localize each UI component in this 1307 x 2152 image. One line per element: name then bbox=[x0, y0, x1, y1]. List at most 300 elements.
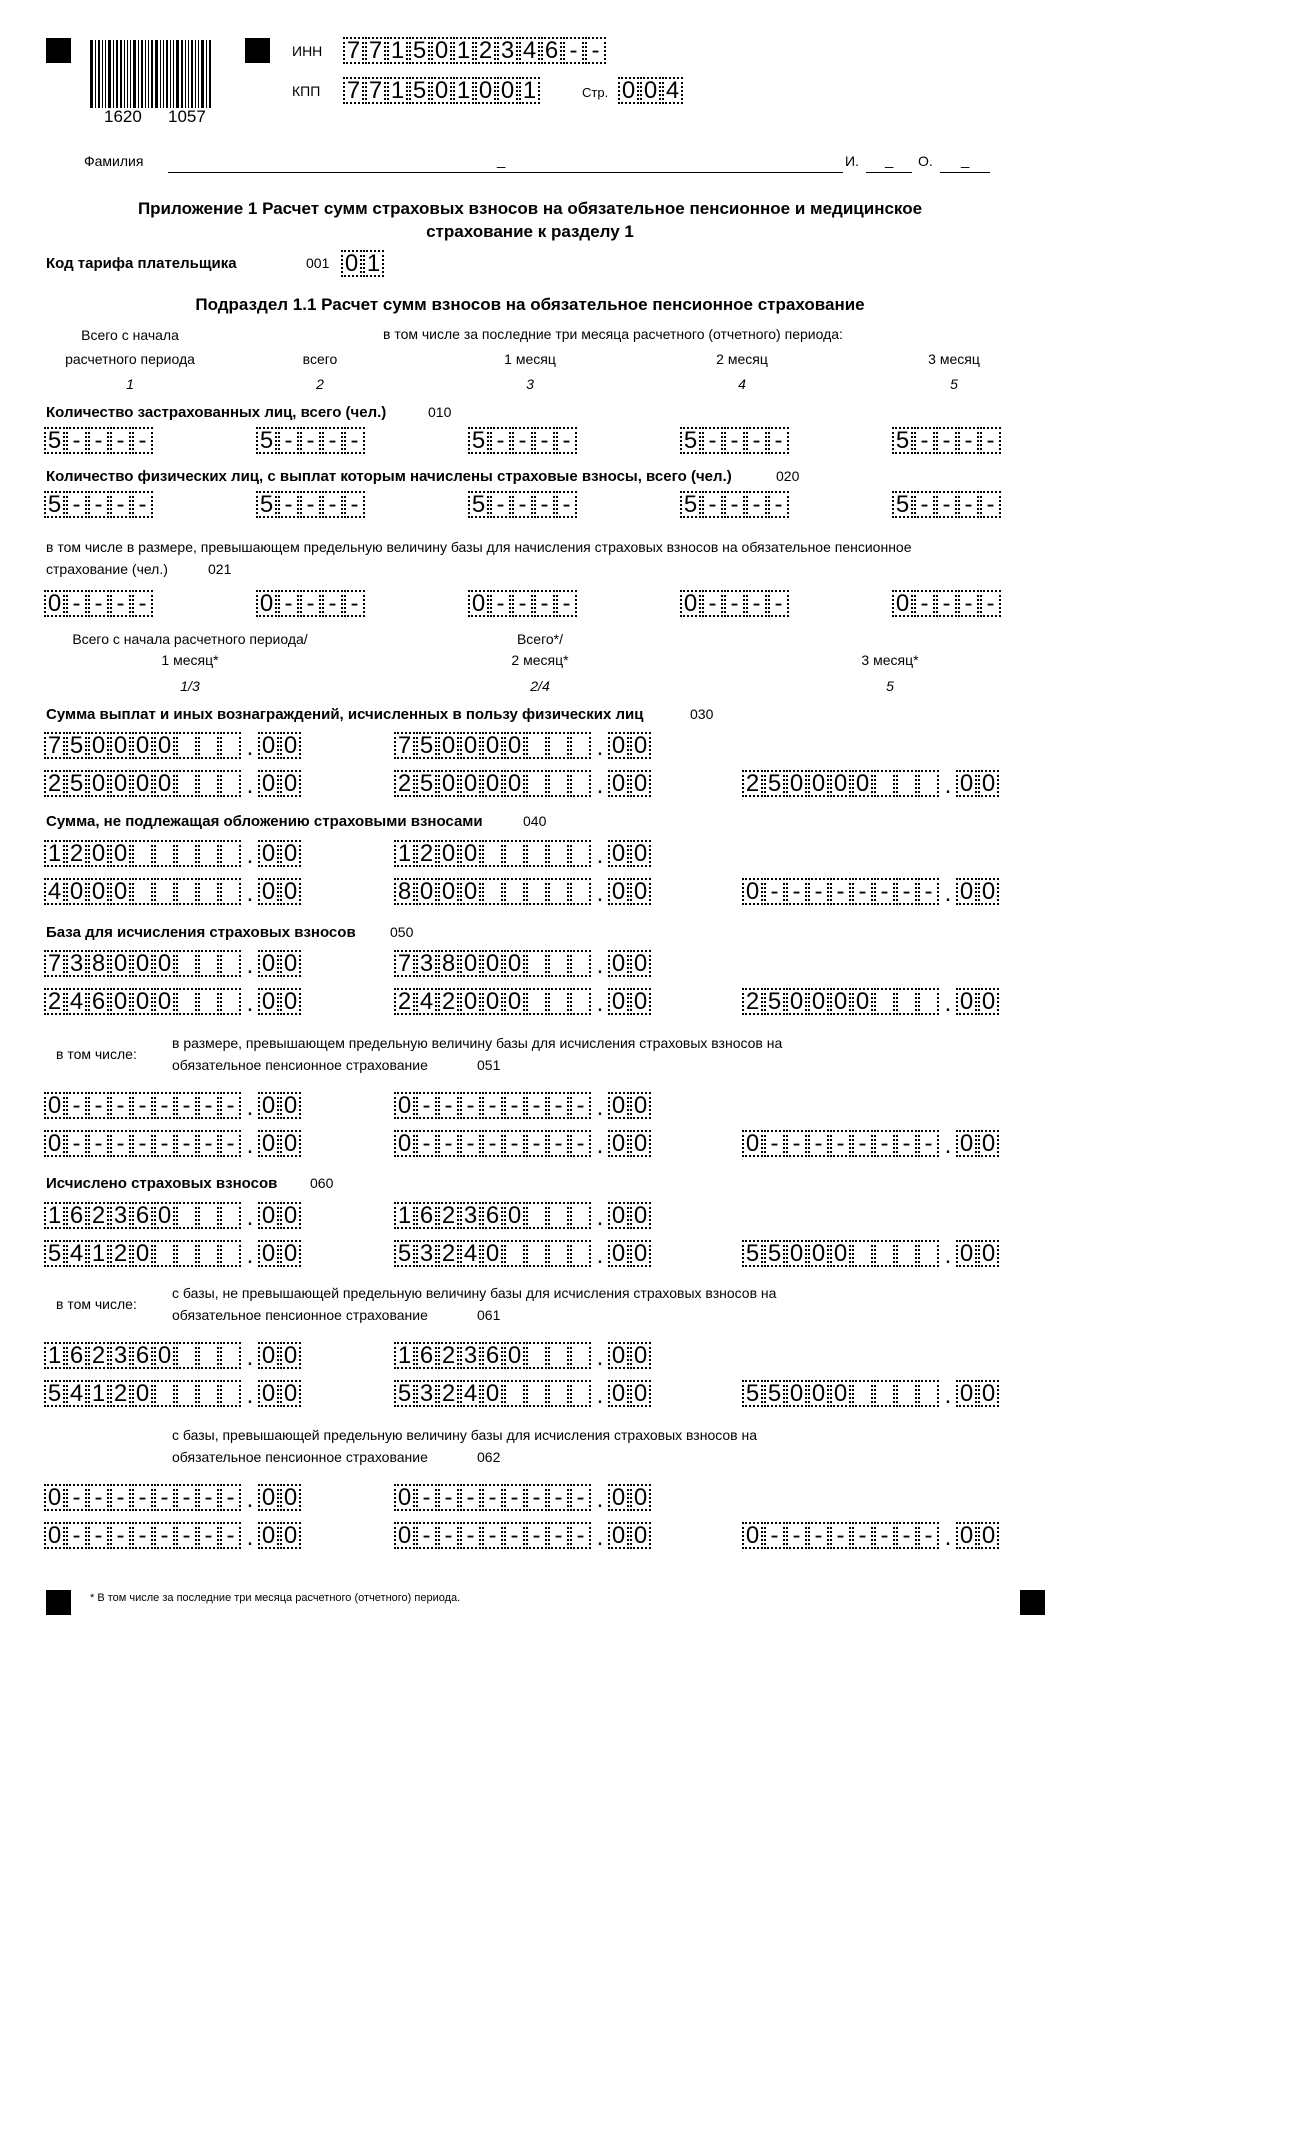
amount-int-cell[interactable] bbox=[548, 878, 569, 905]
char-cell[interactable]: - bbox=[322, 427, 343, 454]
line010-col1[interactable] bbox=[44, 423, 154, 454]
amount-int-cell[interactable]: - bbox=[66, 1130, 87, 1157]
amount-int-cell[interactable]: 2 bbox=[110, 1240, 131, 1267]
amount-int-cell[interactable] bbox=[526, 732, 547, 759]
amount-dec-cell[interactable]: 0 bbox=[978, 1240, 999, 1267]
amount-int-cell[interactable]: - bbox=[482, 1130, 503, 1157]
line010-col5[interactable] bbox=[892, 423, 1002, 454]
amount-int-cell[interactable]: 3 bbox=[416, 1240, 437, 1267]
amount-int-cell[interactable]: - bbox=[504, 1092, 525, 1119]
amount-int-cell[interactable] bbox=[220, 1202, 241, 1229]
char-cell[interactable]: 5 bbox=[892, 427, 913, 454]
amount-int-cell[interactable] bbox=[570, 840, 591, 867]
amount-int-cell[interactable] bbox=[220, 878, 241, 905]
amount-int-cell[interactable]: - bbox=[504, 1484, 525, 1511]
amount-dec-cell[interactable]: 0 bbox=[608, 1342, 629, 1369]
amount-int-cell[interactable] bbox=[526, 770, 547, 797]
amount-int-cell[interactable]: - bbox=[460, 1484, 481, 1511]
amount-int-cell[interactable] bbox=[852, 1380, 873, 1407]
char-cell[interactable]: 5 bbox=[256, 427, 277, 454]
amount-int-cell[interactable] bbox=[548, 950, 569, 977]
char-cell[interactable]: 5 bbox=[892, 491, 913, 518]
amount-int-cell[interactable]: 0 bbox=[88, 770, 109, 797]
amount-int-cell[interactable]: 0 bbox=[88, 878, 109, 905]
amount-int-cell[interactable]: 5 bbox=[44, 1380, 65, 1407]
char-cell[interactable]: - bbox=[88, 427, 109, 454]
amount-int-cell[interactable] bbox=[918, 988, 939, 1015]
amount-int-cell[interactable]: 0 bbox=[438, 770, 459, 797]
amount-int-cell[interactable] bbox=[570, 950, 591, 977]
amount-int-cell[interactable]: 2 bbox=[88, 1342, 109, 1369]
char-cell[interactable]: 2 bbox=[475, 37, 496, 64]
amount-int-cell[interactable]: - bbox=[852, 1130, 873, 1157]
amount-dec-cell[interactable]: 0 bbox=[258, 1202, 279, 1229]
char-cell[interactable]: 0 bbox=[44, 590, 65, 617]
amount-int-cell[interactable] bbox=[176, 1342, 197, 1369]
line061-r2c2[interactable] bbox=[394, 1376, 652, 1410]
line021-col1[interactable] bbox=[44, 586, 154, 617]
amount-int-cell[interactable]: - bbox=[132, 1484, 153, 1511]
amount-int-cell[interactable]: 0 bbox=[482, 988, 503, 1015]
amount-int-cell[interactable] bbox=[176, 732, 197, 759]
tariff-field[interactable] bbox=[341, 246, 385, 277]
amount-int-cell[interactable] bbox=[548, 840, 569, 867]
amount-dec-cell[interactable]: 0 bbox=[630, 1522, 651, 1549]
amount-dec-cell[interactable]: 0 bbox=[280, 950, 301, 977]
amount-int-cell[interactable]: 0 bbox=[110, 770, 131, 797]
char-cell[interactable]: - bbox=[110, 590, 131, 617]
amount-int-cell[interactable]: - bbox=[852, 878, 873, 905]
amount-int-cell[interactable]: - bbox=[482, 1522, 503, 1549]
amount-int-cell[interactable] bbox=[176, 770, 197, 797]
amount-int-cell[interactable] bbox=[198, 840, 219, 867]
amount-int-cell[interactable]: 4 bbox=[66, 1240, 87, 1267]
amount-int-cell[interactable]: - bbox=[88, 1092, 109, 1119]
amount-int-cell[interactable]: - bbox=[416, 1484, 437, 1511]
amount-int-cell[interactable]: 0 bbox=[88, 840, 109, 867]
amount-dec-cell[interactable]: 0 bbox=[258, 950, 279, 977]
amount-int-cell[interactable]: 0 bbox=[852, 988, 873, 1015]
amount-int-cell[interactable]: 0 bbox=[460, 988, 481, 1015]
amount-dec-cell[interactable]: 0 bbox=[630, 770, 651, 797]
amount-dec-cell[interactable]: 0 bbox=[630, 1130, 651, 1157]
char-cell[interactable]: 0 bbox=[475, 77, 496, 104]
amount-int-cell[interactable]: 0 bbox=[460, 770, 481, 797]
amount-int-cell[interactable]: 0 bbox=[154, 988, 175, 1015]
amount-int-cell[interactable] bbox=[198, 732, 219, 759]
amount-dec-cell[interactable]: 0 bbox=[630, 950, 651, 977]
amount-int-cell[interactable] bbox=[198, 988, 219, 1015]
line051-r2c1[interactable] bbox=[44, 1126, 302, 1160]
amount-int-cell[interactable]: 3 bbox=[66, 950, 87, 977]
amount-int-cell[interactable]: 1 bbox=[88, 1380, 109, 1407]
amount-int-cell[interactable]: - bbox=[198, 1092, 219, 1119]
char-cell[interactable]: - bbox=[512, 427, 533, 454]
amount-dec-cell[interactable]: 0 bbox=[956, 1380, 977, 1407]
amount-int-cell[interactable] bbox=[198, 950, 219, 977]
amount-int-cell[interactable] bbox=[526, 1380, 547, 1407]
char-cell[interactable]: - bbox=[914, 491, 935, 518]
amount-int-cell[interactable]: - bbox=[132, 1092, 153, 1119]
amount-int-cell[interactable]: - bbox=[830, 1130, 851, 1157]
amount-int-cell[interactable]: - bbox=[764, 878, 785, 905]
char-cell[interactable]: - bbox=[980, 427, 1001, 454]
amount-int-cell[interactable]: 1 bbox=[394, 840, 415, 867]
amount-dec-cell[interactable]: 0 bbox=[258, 1380, 279, 1407]
amount-int-cell[interactable] bbox=[154, 1240, 175, 1267]
amount-int-cell[interactable]: - bbox=[786, 1130, 807, 1157]
kpp-field[interactable] bbox=[343, 73, 541, 104]
char-cell[interactable]: 1 bbox=[453, 37, 474, 64]
amount-dec-cell[interactable]: 0 bbox=[280, 1380, 301, 1407]
amount-dec-cell[interactable]: 0 bbox=[978, 770, 999, 797]
amount-int-cell[interactable]: 0 bbox=[808, 770, 829, 797]
amount-int-cell[interactable]: 2 bbox=[44, 988, 65, 1015]
line020-col1[interactable] bbox=[44, 487, 154, 518]
amount-int-cell[interactable]: 1 bbox=[44, 1202, 65, 1229]
amount-int-cell[interactable]: 0 bbox=[110, 840, 131, 867]
amount-int-cell[interactable]: - bbox=[132, 1522, 153, 1549]
char-cell[interactable]: - bbox=[322, 590, 343, 617]
char-cell[interactable]: 5 bbox=[44, 427, 65, 454]
amount-int-cell[interactable] bbox=[176, 988, 197, 1015]
amount-int-cell[interactable]: 1 bbox=[44, 840, 65, 867]
char-cell[interactable]: - bbox=[768, 491, 789, 518]
amount-int-cell[interactable] bbox=[198, 1342, 219, 1369]
char-cell[interactable]: 5 bbox=[680, 427, 701, 454]
amount-dec-cell[interactable]: 0 bbox=[280, 988, 301, 1015]
amount-int-cell[interactable]: 0 bbox=[460, 878, 481, 905]
amount-int-cell[interactable]: - bbox=[918, 1130, 939, 1157]
amount-int-cell[interactable]: 6 bbox=[132, 1342, 153, 1369]
amount-int-cell[interactable]: 0 bbox=[154, 732, 175, 759]
amount-int-cell[interactable]: 4 bbox=[460, 1240, 481, 1267]
amount-int-cell[interactable] bbox=[570, 1202, 591, 1229]
line060-r2c2[interactable] bbox=[394, 1236, 652, 1270]
char-cell[interactable]: 0 bbox=[618, 77, 639, 104]
amount-int-cell[interactable]: 0 bbox=[154, 950, 175, 977]
amount-int-cell[interactable]: 6 bbox=[482, 1342, 503, 1369]
line010-col2[interactable] bbox=[256, 423, 366, 454]
amount-int-cell[interactable]: 7 bbox=[44, 950, 65, 977]
amount-int-cell[interactable]: - bbox=[874, 1130, 895, 1157]
amount-dec-cell[interactable]: 0 bbox=[608, 1092, 629, 1119]
surname-value[interactable]: _ bbox=[497, 152, 506, 169]
line061-r2c3[interactable] bbox=[742, 1376, 1000, 1410]
amount-int-cell[interactable]: 0 bbox=[460, 840, 481, 867]
char-cell[interactable]: - bbox=[66, 590, 87, 617]
char-cell[interactable]: 7 bbox=[365, 77, 386, 104]
amount-int-cell[interactable]: 3 bbox=[460, 1202, 481, 1229]
amount-dec-cell[interactable]: 0 bbox=[608, 1522, 629, 1549]
char-cell[interactable]: 5 bbox=[44, 491, 65, 518]
amount-int-cell[interactable] bbox=[220, 732, 241, 759]
amount-int-cell[interactable]: 0 bbox=[132, 732, 153, 759]
amount-int-cell[interactable]: 0 bbox=[482, 1240, 503, 1267]
inn-field[interactable] bbox=[343, 33, 607, 64]
amount-int-cell[interactable] bbox=[154, 840, 175, 867]
amount-int-cell[interactable] bbox=[526, 988, 547, 1015]
char-cell[interactable]: - bbox=[300, 427, 321, 454]
amount-int-cell[interactable] bbox=[482, 878, 503, 905]
amount-int-cell[interactable] bbox=[176, 1202, 197, 1229]
amount-int-cell[interactable]: - bbox=[830, 1522, 851, 1549]
char-cell[interactable]: - bbox=[344, 491, 365, 518]
char-cell[interactable]: 5 bbox=[468, 491, 489, 518]
amount-int-cell[interactable]: - bbox=[198, 1130, 219, 1157]
line030-r2c2[interactable] bbox=[394, 766, 652, 800]
amount-int-cell[interactable] bbox=[874, 1240, 895, 1267]
amount-dec-cell[interactable]: 0 bbox=[280, 1342, 301, 1369]
amount-dec-cell[interactable]: 0 bbox=[630, 1380, 651, 1407]
amount-int-cell[interactable] bbox=[198, 770, 219, 797]
amount-int-cell[interactable]: 4 bbox=[44, 878, 65, 905]
amount-int-cell[interactable] bbox=[482, 840, 503, 867]
amount-int-cell[interactable]: - bbox=[88, 1522, 109, 1549]
amount-int-cell[interactable]: 0 bbox=[830, 988, 851, 1015]
char-cell[interactable]: 0 bbox=[256, 590, 277, 617]
amount-int-cell[interactable]: - bbox=[548, 1484, 569, 1511]
char-cell[interactable]: 0 bbox=[468, 590, 489, 617]
char-cell[interactable]: - bbox=[914, 427, 935, 454]
amount-int-cell[interactable]: 0 bbox=[482, 770, 503, 797]
line051-r2c3[interactable] bbox=[742, 1126, 1000, 1160]
amount-int-cell[interactable] bbox=[570, 988, 591, 1015]
amount-int-cell[interactable]: 2 bbox=[742, 988, 763, 1015]
amount-int-cell[interactable]: 5 bbox=[66, 732, 87, 759]
char-cell[interactable]: 0 bbox=[640, 77, 661, 104]
amount-int-cell[interactable] bbox=[526, 1342, 547, 1369]
amount-int-cell[interactable]: 0 bbox=[742, 1130, 763, 1157]
amount-int-cell[interactable]: 0 bbox=[438, 840, 459, 867]
amount-int-cell[interactable]: - bbox=[176, 1092, 197, 1119]
amount-int-cell[interactable]: 0 bbox=[742, 1522, 763, 1549]
amount-int-cell[interactable]: 0 bbox=[852, 770, 873, 797]
amount-int-cell[interactable]: 0 bbox=[110, 878, 131, 905]
amount-dec-cell[interactable]: 0 bbox=[258, 1342, 279, 1369]
amount-int-cell[interactable] bbox=[220, 1240, 241, 1267]
amount-int-cell[interactable]: - bbox=[852, 1522, 873, 1549]
amount-int-cell[interactable]: - bbox=[220, 1130, 241, 1157]
amount-int-cell[interactable] bbox=[548, 988, 569, 1015]
amount-dec-cell[interactable]: 0 bbox=[630, 1240, 651, 1267]
amount-int-cell[interactable]: 0 bbox=[504, 1342, 525, 1369]
amount-int-cell[interactable]: 0 bbox=[786, 1380, 807, 1407]
amount-dec-cell[interactable]: 0 bbox=[258, 878, 279, 905]
char-cell[interactable]: - bbox=[958, 427, 979, 454]
amount-int-cell[interactable] bbox=[570, 1380, 591, 1407]
amount-dec-cell[interactable]: 0 bbox=[956, 1240, 977, 1267]
char-cell[interactable]: - bbox=[132, 491, 153, 518]
amount-int-cell[interactable]: - bbox=[460, 1522, 481, 1549]
amount-int-cell[interactable] bbox=[570, 770, 591, 797]
amount-int-cell[interactable]: 2 bbox=[416, 840, 437, 867]
amount-int-cell[interactable]: - bbox=[154, 1522, 175, 1549]
amount-int-cell[interactable]: - bbox=[438, 1522, 459, 1549]
amount-int-cell[interactable]: 2 bbox=[44, 770, 65, 797]
char-cell[interactable]: 6 bbox=[541, 37, 562, 64]
initial-i-value[interactable]: _ bbox=[885, 152, 894, 169]
amount-int-cell[interactable]: 2 bbox=[742, 770, 763, 797]
amount-int-cell[interactable]: 7 bbox=[44, 732, 65, 759]
amount-int-cell[interactable]: 3 bbox=[416, 1380, 437, 1407]
amount-int-cell[interactable]: - bbox=[482, 1092, 503, 1119]
amount-int-cell[interactable]: 0 bbox=[482, 1380, 503, 1407]
initial-o-value[interactable]: _ bbox=[961, 152, 970, 169]
char-cell[interactable]: - bbox=[914, 590, 935, 617]
char-cell[interactable]: - bbox=[88, 590, 109, 617]
char-cell[interactable]: 0 bbox=[497, 77, 518, 104]
char-cell[interactable]: 3 bbox=[497, 37, 518, 64]
amount-int-cell[interactable]: 0 bbox=[808, 988, 829, 1015]
amount-dec-cell[interactable]: 0 bbox=[608, 1380, 629, 1407]
amount-int-cell[interactable]: - bbox=[482, 1484, 503, 1511]
amount-int-cell[interactable]: - bbox=[198, 1484, 219, 1511]
line020-col5[interactable] bbox=[892, 487, 1002, 518]
amount-int-cell[interactable]: 5 bbox=[764, 1380, 785, 1407]
char-cell[interactable]: 0 bbox=[341, 250, 362, 277]
char-cell[interactable]: 5 bbox=[409, 37, 430, 64]
amount-int-cell[interactable]: - bbox=[110, 1092, 131, 1119]
char-cell[interactable]: - bbox=[958, 590, 979, 617]
amount-int-cell[interactable]: - bbox=[548, 1130, 569, 1157]
amount-int-cell[interactable] bbox=[526, 950, 547, 977]
line050-r1c1[interactable] bbox=[44, 946, 302, 980]
amount-int-cell[interactable] bbox=[176, 950, 197, 977]
char-cell[interactable]: - bbox=[132, 427, 153, 454]
char-cell[interactable]: 0 bbox=[680, 590, 701, 617]
amount-int-cell[interactable]: 1 bbox=[394, 1202, 415, 1229]
amount-int-cell[interactable]: 5 bbox=[44, 1240, 65, 1267]
amount-int-cell[interactable] bbox=[526, 840, 547, 867]
char-cell[interactable]: - bbox=[556, 491, 577, 518]
line020-col2[interactable] bbox=[256, 487, 366, 518]
amount-int-cell[interactable]: 2 bbox=[438, 1342, 459, 1369]
amount-int-cell[interactable]: 6 bbox=[482, 1202, 503, 1229]
amount-dec-cell[interactable]: 0 bbox=[258, 988, 279, 1015]
amount-int-cell[interactable]: 2 bbox=[438, 1202, 459, 1229]
amount-dec-cell[interactable]: 0 bbox=[608, 1484, 629, 1511]
amount-dec-cell[interactable]: 0 bbox=[630, 1484, 651, 1511]
amount-int-cell[interactable]: - bbox=[570, 1522, 591, 1549]
amount-int-cell[interactable]: - bbox=[132, 1130, 153, 1157]
line060-r1c2[interactable] bbox=[394, 1198, 652, 1232]
amount-int-cell[interactable] bbox=[918, 770, 939, 797]
amount-int-cell[interactable]: 3 bbox=[460, 1342, 481, 1369]
amount-int-cell[interactable] bbox=[504, 840, 525, 867]
amount-dec-cell[interactable]: 0 bbox=[258, 1092, 279, 1119]
amount-dec-cell[interactable]: 0 bbox=[258, 1522, 279, 1549]
amount-int-cell[interactable]: 0 bbox=[394, 1092, 415, 1119]
line050-r2c3[interactable] bbox=[742, 984, 1000, 1018]
amount-int-cell[interactable]: 0 bbox=[786, 988, 807, 1015]
char-cell[interactable]: 5 bbox=[256, 491, 277, 518]
char-cell[interactable]: - bbox=[724, 427, 745, 454]
amount-int-cell[interactable] bbox=[852, 1240, 873, 1267]
char-cell[interactable]: - bbox=[300, 491, 321, 518]
line010-col3[interactable] bbox=[468, 423, 578, 454]
amount-int-cell[interactable]: 8 bbox=[394, 878, 415, 905]
amount-dec-cell[interactable]: 0 bbox=[280, 1484, 301, 1511]
amount-int-cell[interactable]: 3 bbox=[416, 950, 437, 977]
amount-int-cell[interactable]: 0 bbox=[154, 770, 175, 797]
amount-int-cell[interactable] bbox=[896, 1240, 917, 1267]
line030-r2c1[interactable] bbox=[44, 766, 302, 800]
amount-int-cell[interactable]: 5 bbox=[742, 1240, 763, 1267]
amount-int-cell[interactable] bbox=[132, 840, 153, 867]
amount-int-cell[interactable]: - bbox=[154, 1130, 175, 1157]
amount-int-cell[interactable]: 0 bbox=[110, 988, 131, 1015]
amount-dec-cell[interactable]: 0 bbox=[608, 732, 629, 759]
amount-dec-cell[interactable]: 0 bbox=[258, 1240, 279, 1267]
amount-int-cell[interactable] bbox=[198, 1202, 219, 1229]
amount-dec-cell[interactable]: 0 bbox=[280, 1092, 301, 1119]
line051-r1c1[interactable] bbox=[44, 1088, 302, 1122]
amount-int-cell[interactable]: 5 bbox=[742, 1380, 763, 1407]
char-cell[interactable]: 0 bbox=[431, 37, 452, 64]
amount-dec-cell[interactable]: 0 bbox=[978, 1522, 999, 1549]
amount-int-cell[interactable]: - bbox=[416, 1092, 437, 1119]
amount-dec-cell[interactable]: 0 bbox=[956, 988, 977, 1015]
amount-int-cell[interactable]: 0 bbox=[830, 1240, 851, 1267]
amount-int-cell[interactable]: - bbox=[504, 1522, 525, 1549]
amount-int-cell[interactable]: 2 bbox=[88, 1202, 109, 1229]
line020-col4[interactable] bbox=[680, 487, 790, 518]
line060-r2c1[interactable] bbox=[44, 1236, 302, 1270]
amount-int-cell[interactable]: - bbox=[808, 1522, 829, 1549]
line050-r2c1[interactable] bbox=[44, 984, 302, 1018]
amount-int-cell[interactable]: - bbox=[66, 1092, 87, 1119]
amount-int-cell[interactable]: - bbox=[896, 1130, 917, 1157]
amount-int-cell[interactable]: 0 bbox=[44, 1092, 65, 1119]
amount-int-cell[interactable]: - bbox=[438, 1484, 459, 1511]
page-number-field[interactable] bbox=[618, 73, 684, 104]
amount-int-cell[interactable]: 2 bbox=[438, 1380, 459, 1407]
amount-int-cell[interactable] bbox=[176, 1380, 197, 1407]
amount-int-cell[interactable]: 0 bbox=[786, 1240, 807, 1267]
amount-int-cell[interactable]: - bbox=[88, 1130, 109, 1157]
char-cell[interactable]: - bbox=[724, 491, 745, 518]
char-cell[interactable]: - bbox=[66, 427, 87, 454]
amount-dec-cell[interactable]: 0 bbox=[258, 770, 279, 797]
amount-int-cell[interactable] bbox=[220, 1380, 241, 1407]
amount-int-cell[interactable]: - bbox=[460, 1130, 481, 1157]
amount-int-cell[interactable]: - bbox=[460, 1092, 481, 1119]
line062-r1c2[interactable] bbox=[394, 1480, 652, 1514]
amount-dec-cell[interactable]: 0 bbox=[630, 1202, 651, 1229]
amount-int-cell[interactable] bbox=[504, 1240, 525, 1267]
amount-int-cell[interactable] bbox=[570, 1342, 591, 1369]
amount-dec-cell[interactable]: 0 bbox=[608, 988, 629, 1015]
char-cell[interactable]: - bbox=[278, 590, 299, 617]
amount-int-cell[interactable] bbox=[526, 1240, 547, 1267]
amount-dec-cell[interactable]: 0 bbox=[956, 878, 977, 905]
char-cell[interactable]: - bbox=[344, 427, 365, 454]
amount-int-cell[interactable]: 0 bbox=[394, 1522, 415, 1549]
amount-int-cell[interactable]: - bbox=[176, 1522, 197, 1549]
amount-dec-cell[interactable]: 0 bbox=[978, 1130, 999, 1157]
amount-int-cell[interactable]: 0 bbox=[394, 1130, 415, 1157]
amount-int-cell[interactable]: - bbox=[416, 1522, 437, 1549]
line021-col5[interactable] bbox=[892, 586, 1002, 617]
amount-int-cell[interactable]: 1 bbox=[394, 1342, 415, 1369]
amount-int-cell[interactable]: 5 bbox=[416, 770, 437, 797]
amount-int-cell[interactable]: - bbox=[808, 1130, 829, 1157]
amount-int-cell[interactable]: 0 bbox=[460, 732, 481, 759]
line050-r1c2[interactable] bbox=[394, 946, 652, 980]
amount-int-cell[interactable] bbox=[220, 950, 241, 977]
amount-int-cell[interactable]: 5 bbox=[764, 770, 785, 797]
